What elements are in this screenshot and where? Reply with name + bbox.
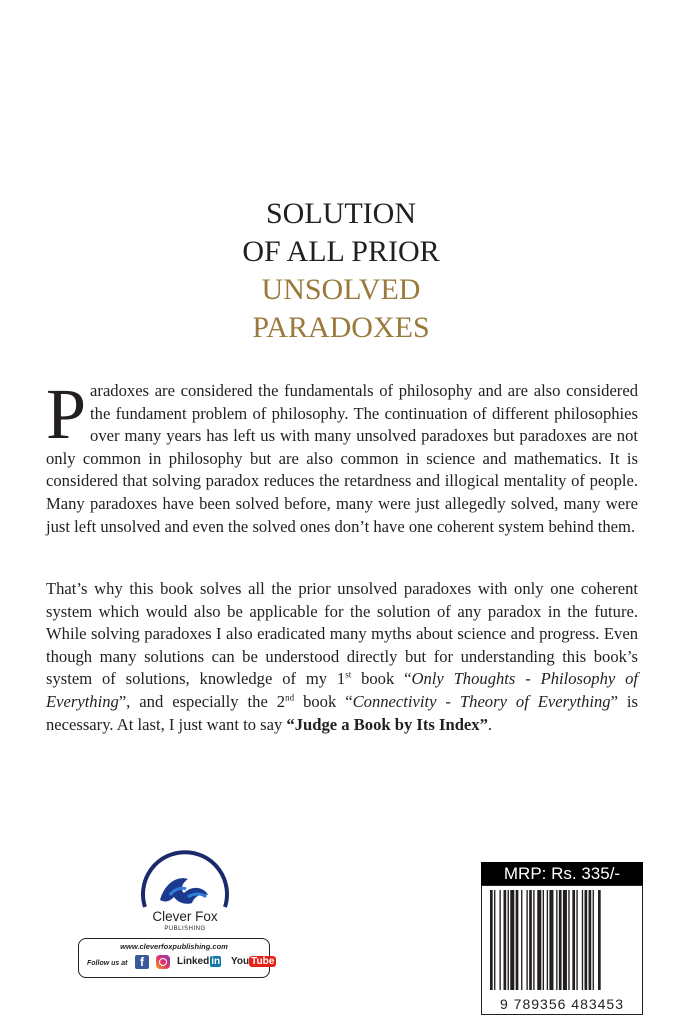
p2-text-c: ”, and especially the 2: [118, 691, 286, 711]
publisher-website: www.cleverfoxpublishing.com: [120, 942, 228, 951]
paragraph-1-text: aradoxes are considered the fundamentals of philosophy and are also considered the fundament problem of philosophy. The continuation of different philosophies over many years has left us with many unsolved paradoxes but paradoxes are not only common in philosophy but are also common in science and mathematics. It is considered that solving paradox reduces the retardness and illogical mentality of people. Many paradoxes have been solved before, many were just allegedly solved, many were just left unsolved and even the solved ones don’t have one coherent system behind them.: [46, 381, 638, 536]
p2-text-d: book “: [294, 691, 353, 711]
title-line-3: UNSOLVED: [261, 273, 421, 306]
instagram-icon: [156, 955, 170, 969]
isbn-number: 9 789356 483453: [500, 996, 624, 1012]
p2-text-b: book “: [351, 669, 412, 689]
blurb-paragraph-1: [46, 374, 638, 538]
title-line-2: OF ALL PRIOR: [242, 235, 440, 268]
book-1-title: Only Thoughts - Philosophy of Everything: [46, 669, 638, 711]
social-box: [78, 938, 275, 978]
p2-text-end: .: [487, 714, 493, 734]
barcode-box: [481, 885, 643, 1015]
tagline-bold: “Judge a Book by Its Index”: [286, 714, 488, 734]
facebook-icon: f: [135, 955, 149, 969]
title-line-4: PARADOXES: [252, 311, 430, 344]
book-2-title: Connectivity - Theory of Everything: [352, 691, 611, 711]
book-title: [0, 195, 682, 347]
p2-sup-1: st: [345, 669, 352, 680]
publisher-sub: PUBLISHING: [164, 926, 206, 932]
linkedin-text: Linked: [177, 956, 210, 967]
youtube-text: You: [231, 956, 250, 967]
linkedin-icon: [177, 956, 221, 967]
title-line-1: SOLUTION: [266, 197, 416, 230]
linkedin-in: in: [211, 956, 221, 967]
barcode-icon: [490, 890, 634, 990]
blurb-paragraph-2: [46, 578, 638, 736]
p2-text-e: ” is necessary. At last, I just want to say: [46, 691, 638, 734]
p2-sup-2: nd: [285, 692, 295, 703]
mrp-price: MRP: Rs. 335/-: [481, 862, 643, 886]
youtube-icon: [231, 956, 276, 967]
p2-text-a: That’s why this book solves all the prior unsolved paradoxes with only one coherent system which would also be applicable for the solution of any paradox in the future. While solving paradoxes I also eradicated many myths about science and progress. Even though many solutions can be understood directly but for understanding this book’s system of solutions, knowledge of my 1: [46, 579, 638, 689]
publisher-name: Clever Fox: [152, 909, 218, 924]
follow-label: Follow us at: [87, 960, 128, 967]
drop-cap: P: [46, 374, 87, 454]
youtube-tube: Tube: [251, 956, 275, 967]
